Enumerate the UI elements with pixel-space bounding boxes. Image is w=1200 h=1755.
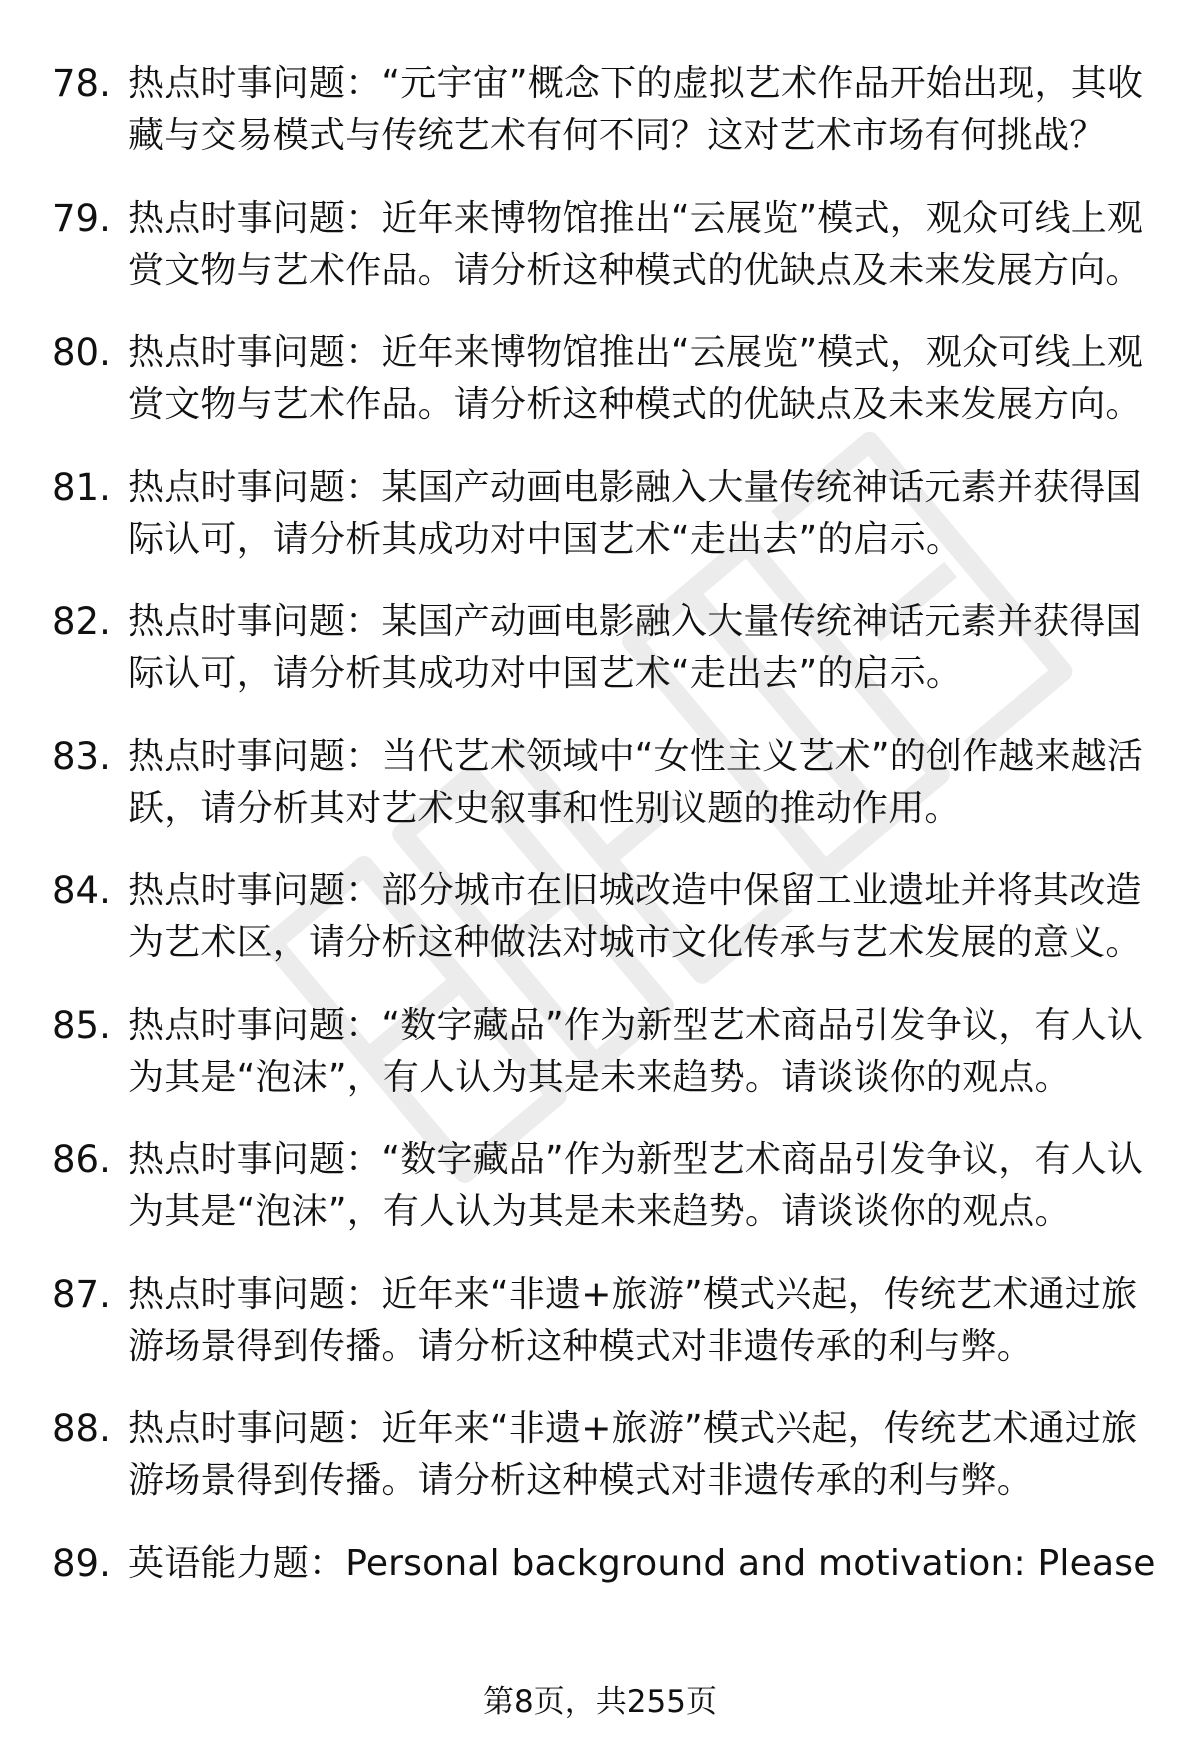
question-number: 82. <box>52 600 111 643</box>
question-text: 热点时事问题：近年来“非遗+旅游”模式兴起，传统艺术通过旅游场景得到传播。请分析这种模式对非遗传承的利与弊。 <box>128 1408 1138 1501</box>
question-item-78 <box>52 58 1162 162</box>
question-text: 热点时事问题：当代艺术领域中“女性主义艺术”的创作越来越活跃，请分析其对艺术史叙事和性别议题的推动作用。 <box>128 735 1144 829</box>
question-number: 78. <box>52 62 111 105</box>
question-number: 84. <box>52 869 111 912</box>
question-number: 79. <box>52 196 111 240</box>
question-item-82 <box>52 596 1162 700</box>
question-text: 热点时事问题：某国产动画电影融入大量传统神话元素并获得国际认可，请分析其成功对中国艺术“走出去”的启示。 <box>128 601 1142 694</box>
question-item-89 <box>52 1538 1162 1590</box>
question-item-83 <box>52 731 1162 835</box>
question-text: 热点时事问题：“数字藏品”作为新型艺术商品引发争议，有人认为其是“泡沫”，有人认为其是未来趋势。请谈谈你的观点。 <box>128 1004 1144 1098</box>
question-item-87 <box>52 1269 1162 1373</box>
question-number: 88. <box>52 1407 111 1450</box>
question-number: 87. <box>52 1272 111 1316</box>
question-item-79 <box>52 193 1162 297</box>
question-item-84 <box>52 865 1162 969</box>
question-item-88 <box>52 1403 1162 1507</box>
question-text: 热点时事问题：部分城市在旧城改造中保留工业遗址并将其改造为艺术区，请分析这种做法对城市文化传承与艺术发展的意义。 <box>128 870 1142 963</box>
question-number: 80. <box>52 331 111 374</box>
question-text: 热点时事问题：近年来博物馆推出“云展览”模式，观众可线上观赏文物与艺术作品。请分析这种模式的优缺点及未来发展方向。 <box>128 332 1144 425</box>
question-number: 86. <box>52 1138 111 1181</box>
question-text: 热点时事问题：近年来博物馆推出“云展览”模式，观众可线上观赏文物与艺术作品。请分析这种模式的优缺点及未来发展方向。 <box>128 197 1144 291</box>
question-text: 热点时事问题：某国产动画电影融入大量传统神话元素并获得国际认可，请分析其成功对中国艺术“走出去”的启示。 <box>128 466 1142 560</box>
question-number: 85. <box>52 1003 111 1047</box>
page-footer: 第8页，共255页 <box>483 1684 717 1720</box>
question-list <box>52 58 1162 1620</box>
question-text: 热点时事问题：近年来“非遗+旅游”模式兴起，传统艺术通过旅游场景得到传播。请分析这种模式对非遗传承的利与弊。 <box>128 1273 1138 1367</box>
question-text: 热点时事问题：“数字藏品”作为新型艺术商品引发争议，有人认为其是“泡沫”，有人认为其是未来趋势。请谈谈你的观点。 <box>128 1139 1144 1232</box>
question-item-86 <box>52 1134 1162 1238</box>
question-item-85 <box>52 1000 1162 1104</box>
question-number: 89. <box>52 1541 111 1585</box>
question-number: 83. <box>52 734 111 778</box>
question-text: 热点时事问题：“元宇宙”概念下的虚拟艺术作品开始出现，其收藏与交易模式与传统艺术有何不同？这对艺术市场有何挑战？ <box>128 63 1144 156</box>
question-number: 81. <box>52 465 111 509</box>
question-text: 英语能力题：Personal background and motivation: Please <box>128 1542 1156 1584</box>
question-item-81 <box>52 462 1162 566</box>
question-item-80 <box>52 327 1162 431</box>
